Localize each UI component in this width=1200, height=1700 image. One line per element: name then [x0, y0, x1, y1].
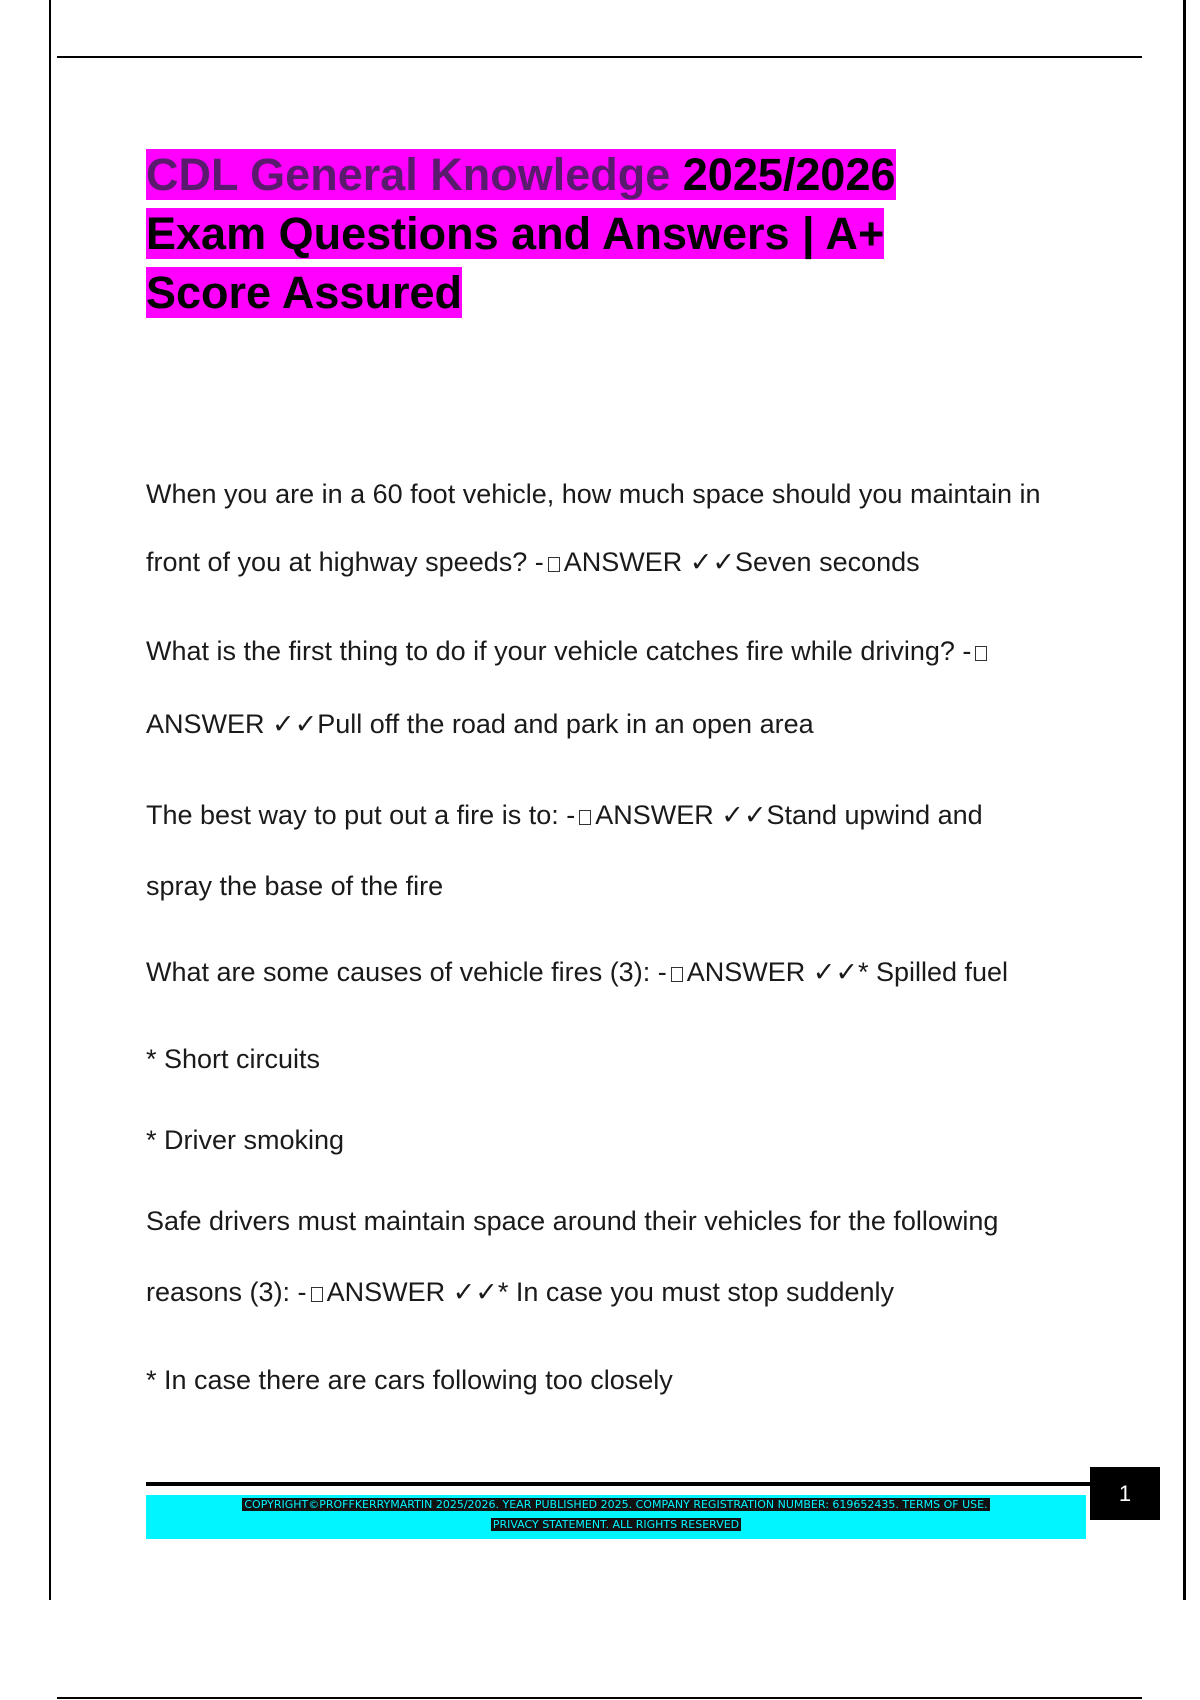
page-number: 1 [1090, 1467, 1160, 1520]
q5-line2: reasons (3): - ANSWER ✓✓* In case you must stop suddenly [146, 1277, 895, 1307]
missing-glyph-icon [548, 557, 560, 572]
bottom-rule [57, 1697, 1142, 1699]
q2-line2: ANSWER ✓✓Pull off the road and park in an open area [146, 709, 814, 739]
title-line2: Exam Questions and Answers | A+ [146, 208, 885, 259]
top-rule [57, 56, 1142, 58]
title-line1b: 2025/2026 [682, 149, 896, 200]
left-border [49, 0, 51, 1600]
q1-line1: When you are in a 60 foot vehicle, how much space should you maintain in [146, 479, 1041, 509]
q4-line1: What are some causes of vehicle fires (3): - ANSWER ✓✓* Spilled fuel [146, 957, 1009, 987]
q4-bullet1: * Short circuits [146, 1044, 321, 1074]
title-line1a: CDL General Knowledge [146, 149, 683, 200]
q3-line2: spray the base of the fire [146, 871, 444, 901]
footer-line2: PRIVACY STATEMENT. ALL RIGHTS RESERVED [492, 1518, 740, 1531]
missing-glyph-icon [579, 810, 591, 825]
document-title [146, 145, 1006, 322]
missing-glyph-icon [671, 967, 683, 982]
q5-bullet1: * In case there are cars following too closely [146, 1365, 673, 1395]
missing-glyph-icon [311, 1287, 323, 1302]
footer-rule [146, 1482, 1090, 1486]
q1-line2: front of you at highway speeds? - ANSWER ✓✓Seven seconds [146, 547, 920, 577]
q2-line1: What is the first thing to do if your vehicle catches fire while driving? - [146, 636, 1096, 667]
q3-line1: The best way to put out a fire is to: - ANSWER ✓✓Stand upwind and [146, 800, 983, 830]
missing-glyph-icon [975, 646, 987, 661]
right-border [1183, 0, 1186, 1600]
footer-copyright [146, 1495, 1086, 1539]
footer-line1: COPYRIGHT©PROFFKERRYMARTIN 2025/2026. YEAR PUBLISHED 2025. COMPANY REGISTRATION NUMBER: 619652435. TERMS OF USE. [244, 1498, 988, 1511]
q4-bullet2: * Driver smoking [146, 1125, 345, 1155]
title-line3: Score Assured [146, 267, 462, 318]
q5-line1: Safe drivers must maintain space around their vehicles for the following [146, 1206, 999, 1236]
